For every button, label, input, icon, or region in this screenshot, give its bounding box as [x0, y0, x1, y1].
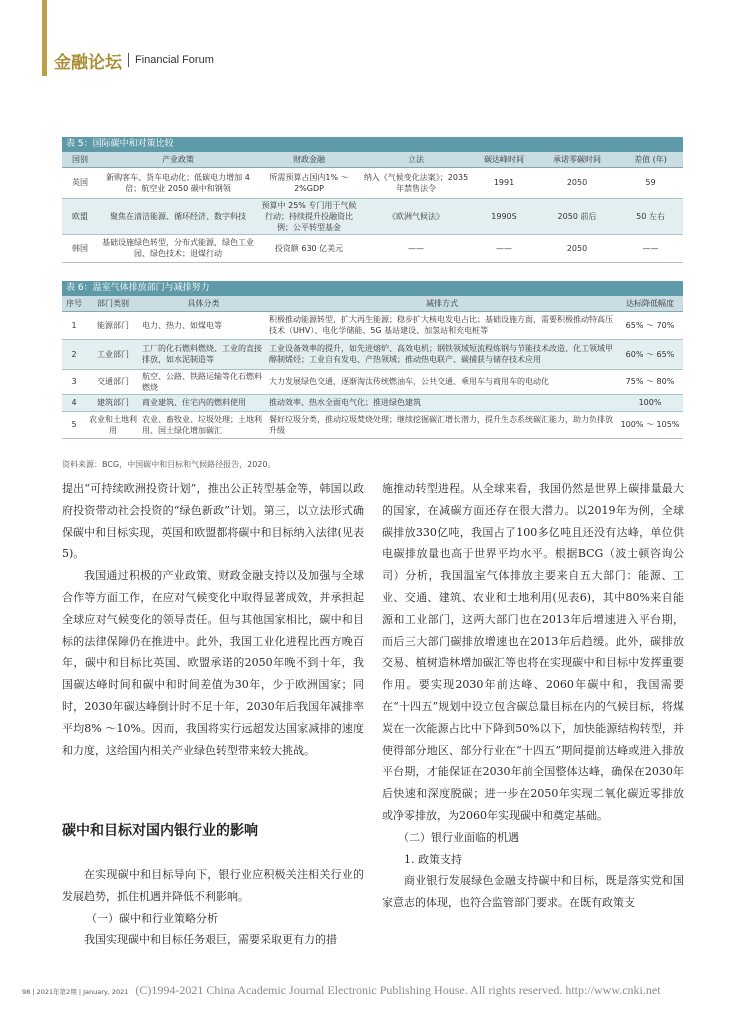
- table-row: [62, 198, 683, 234]
- table6: [62, 296, 683, 439]
- table-cell: 欧盟: [62, 198, 98, 234]
- paragraph: 商业银行发展绿色金融支持碳中和目标，既是落实党和国家意志的体现，也符合监管部门要求。在既有政策支: [382, 874, 684, 910]
- table-cell: 4: [62, 394, 86, 411]
- left-lower-block: [62, 864, 364, 951]
- table-cell: 建筑部门: [86, 394, 140, 411]
- table-cell: 100% ～ 105%: [617, 411, 683, 438]
- page-footer: [22, 983, 742, 998]
- header-divider: [128, 53, 129, 67]
- table5-caption: 表 5：国际碳中和对策比较: [62, 137, 683, 152]
- table-cell: 2050 前后: [536, 198, 618, 234]
- table-cell: 《欧洲气候法》: [360, 198, 472, 234]
- table-cell: 推动效率、热水全面电气化；推进绿色建筑: [267, 394, 617, 411]
- table6-caption: 表 6：温室气体排放部门与减排努力: [62, 281, 683, 296]
- column-header: 减排方式: [267, 296, 617, 311]
- page-info: 98 | 2021年第2期 | January, 2021: [22, 988, 129, 996]
- table-cell: ——: [360, 234, 472, 262]
- column-header: 碳达峰时间: [472, 152, 536, 167]
- journal-header: [46, 40, 214, 80]
- table-cell: 所需预算占国内1% ～ 2%GDP: [258, 167, 360, 198]
- table-cell: 投资额 630 亿美元: [258, 234, 360, 262]
- copyright-line: (C)1994-2021 China Academic Journal Electronic Publishing House. All rights reserved. http://www.cnki.net: [135, 983, 661, 997]
- paragraph: 施推动转型进程。从全球来看，我国仍然是世界上碳排量最大的国家，在减碳方面还存在很大潜力。以2019年为例，全球碳排放330亿吨，我国占了100多亿吨且还没有达峰，单位供电碳排放量也高于世界平均水平。根据BCG（波士顿咨询公司）分析，我国温室气体排放主要来自五大部门：能源、工业、交通、建筑、农业和土地利用(见表6)，其中80%来自能源和工业部门，这两大部门也在2013年后增速进入平台期，而后三大部门碳排放增速也在2013年后趋缓。此外，碳排放交易、植树造林增加碳汇等也将在实现碳中和目标中发挥重要作用。要实现2030年前达峰、2060年碳中和，我国需要在“十四五”规划中设立包含碳总量目标在内的气候目标，将煤炭在一次能源占比中下降到50%以下，加快能源结构转型，并使得部分地区、部分行业在“十四五”期间提前达峰或进入排放平台期，才能保证在2030年前全国整体达峰，确保在2030年后快速和深度脱碳；进一步在2050年实现二氧化碳近零排放或净零排放，为2060年实现碳中和奠定基础。: [382, 482, 684, 822]
- table-row: [62, 394, 683, 411]
- column-header: 国别: [62, 152, 98, 167]
- table6-header-row: [62, 296, 683, 311]
- table-source-note: 资料来源：BCG，中国碳中和目标和气候路径报告，2020。: [62, 460, 276, 469]
- table-cell: 工业部门: [86, 339, 140, 369]
- table-row: [62, 411, 683, 438]
- left-column: [62, 478, 364, 761]
- journal-title-en: Financial Forum: [135, 54, 214, 66]
- column-header: 财政金融: [258, 152, 360, 167]
- table-cell: 商业建筑、住宅内的燃料使用: [140, 394, 267, 411]
- table-cell: 积极推动能源转型，扩大再生能源；稳步扩大核电发电占比；基础设施方面，需要积极推动特高压技术（UHV）、电化学储能、5G 基站建设、加氢站和充电桩等: [267, 311, 617, 339]
- table-row: [62, 311, 683, 339]
- table-cell: 65% ～ 70%: [617, 311, 683, 339]
- table-cell: 电力、热力、如煤电等: [140, 311, 267, 339]
- table-row: [62, 339, 683, 369]
- table-cell: ——: [618, 234, 683, 262]
- column-header: 达标降低幅度: [617, 296, 683, 311]
- column-header: 立法: [360, 152, 472, 167]
- table-cell: 纳入《气候变化法案》；2035 年禁售法令: [360, 167, 472, 198]
- column-header: 差值 (年): [618, 152, 683, 167]
- column-header: 部门类别: [86, 296, 140, 311]
- table-cell: 50 左右: [618, 198, 683, 234]
- paragraph: 我国实现碳中和目标任务艰巨，需要采取更有力的措: [84, 933, 337, 947]
- journal-title-cn: 金融论坛: [54, 52, 122, 73]
- table-cell: 交通部门: [86, 369, 140, 394]
- table-cell: 新购客车、货车电动化；低碳电力增加 4 倍；航空业 2050 碳中和钢领: [98, 167, 258, 198]
- header-accent-bar: [42, 0, 47, 76]
- table-cell: 工厂的化石燃料燃烧、工业的直接排放，如水泥制造等: [140, 339, 267, 369]
- table-cell: 2050: [536, 167, 618, 198]
- table-cell: 聚焦在清洁能源、循环经济、数字科技: [98, 198, 258, 234]
- paragraph: 我国通过积极的产业政策、财政金融支持以及加强与全球合作等方面工作，在应对气候变化中取得显著成效，并承担起全球应对气候变化的领导责任。但与其他国家相比，碳中和目标的法律保障仍在推进中。此外，我国工业化进程比西方晚百年，碳中和目标比英国、欧盟承诺的2050年晚不到十年，我国碳达峰时间和碳中和时间差值为30年，少于欧洲国家；同时，2030年碳达峰倒计时不足十年，2030年后我国年减排率平均8% ～10%。因而，我国将实行远超发达国家减排的速度和力度，这给国内相关产业绿色转型带来较大挑战。: [62, 569, 364, 757]
- table-cell: 基础设施绿色转型，分布式能源，绿色工业园、绿色技术；退煤行动: [98, 234, 258, 262]
- table-cell: 韩国: [62, 234, 98, 262]
- table-cell: 大力发展绿色交通，逐渐淘汰传统燃油车，公共交通、乘用车与商用车的电动化: [267, 369, 617, 394]
- right-column: [382, 478, 684, 914]
- table-cell: 75% ～ 80%: [617, 369, 683, 394]
- list-item-heading: 1. 政策支持: [404, 852, 462, 866]
- column-header: 产业政策: [98, 152, 258, 167]
- table-cell: 航空、公路、铁路运输等化石燃料燃烧: [140, 369, 267, 394]
- paragraph: 提出“可持续欧洲投资计划”，推出公正转型基金等，韩国以政府投资带动社会投资的“绿色新政”计划。第三，以立法形式确保碳中和目标实现，英国和欧盟都将碳中和目标纳入法律(见表5)。: [62, 482, 364, 561]
- table-row: [62, 369, 683, 394]
- table-cell: 5: [62, 411, 86, 438]
- column-header: 承诺零碳时间: [536, 152, 618, 167]
- table-cell: 能源部门: [86, 311, 140, 339]
- subsection-heading: （二）银行业面临的机遇: [398, 830, 519, 844]
- table-cell: 农业和土地利用: [86, 411, 140, 438]
- table-cell: 59: [618, 167, 683, 198]
- table-row: [62, 167, 683, 198]
- table-cell: ——: [472, 234, 536, 262]
- table-cell: 1: [62, 311, 86, 339]
- table-cell: 100%: [617, 394, 683, 411]
- column-header: 序号: [62, 296, 86, 311]
- table-row: [62, 234, 683, 262]
- subsection-heading: （一）碳中和行业策略分析: [86, 911, 218, 925]
- table5: [62, 152, 683, 263]
- table-cell: 预算中 25% 专门用于气候行动；持续提升投融资比例；公平转型基金: [258, 198, 360, 234]
- table-cell: 1991: [472, 167, 536, 198]
- section-heading: 碳中和目标对国内银行业的影响: [62, 823, 258, 839]
- table-cell: 2050: [536, 234, 618, 262]
- table-cell: 60% ～ 65%: [617, 339, 683, 369]
- column-header: 具体分类: [140, 296, 267, 311]
- table-cell: 工业设备效率的提升，如先进熔炉、高效电机；钢铁领域短流程炼钢与节能技术改造、化工领域甲醇制烯烃；工业自有发电、产热领域；推动热电联产、碳捕获与储存技术应用: [267, 339, 617, 369]
- table-cell: 1990S: [472, 198, 536, 234]
- table-cell: 英国: [62, 167, 98, 198]
- table-cell: 农业、畜牧业、垃圾处理；土地利用、国土绿化增加碳汇: [140, 411, 267, 438]
- table-cell: 3: [62, 369, 86, 394]
- table-cell: 餐好垃圾分类，推动垃圾焚烧处理；继续挖掘碳汇增长潜力，提升生态系统碳汇能力，助力负排放升级: [267, 411, 617, 438]
- table-cell: 2: [62, 339, 86, 369]
- paragraph: 在实现碳中和目标导向下，银行业应积极关注相关行业的发展趋势，抓住机遇并降低不利影响。: [62, 868, 364, 903]
- table5-header-row: [62, 152, 683, 167]
